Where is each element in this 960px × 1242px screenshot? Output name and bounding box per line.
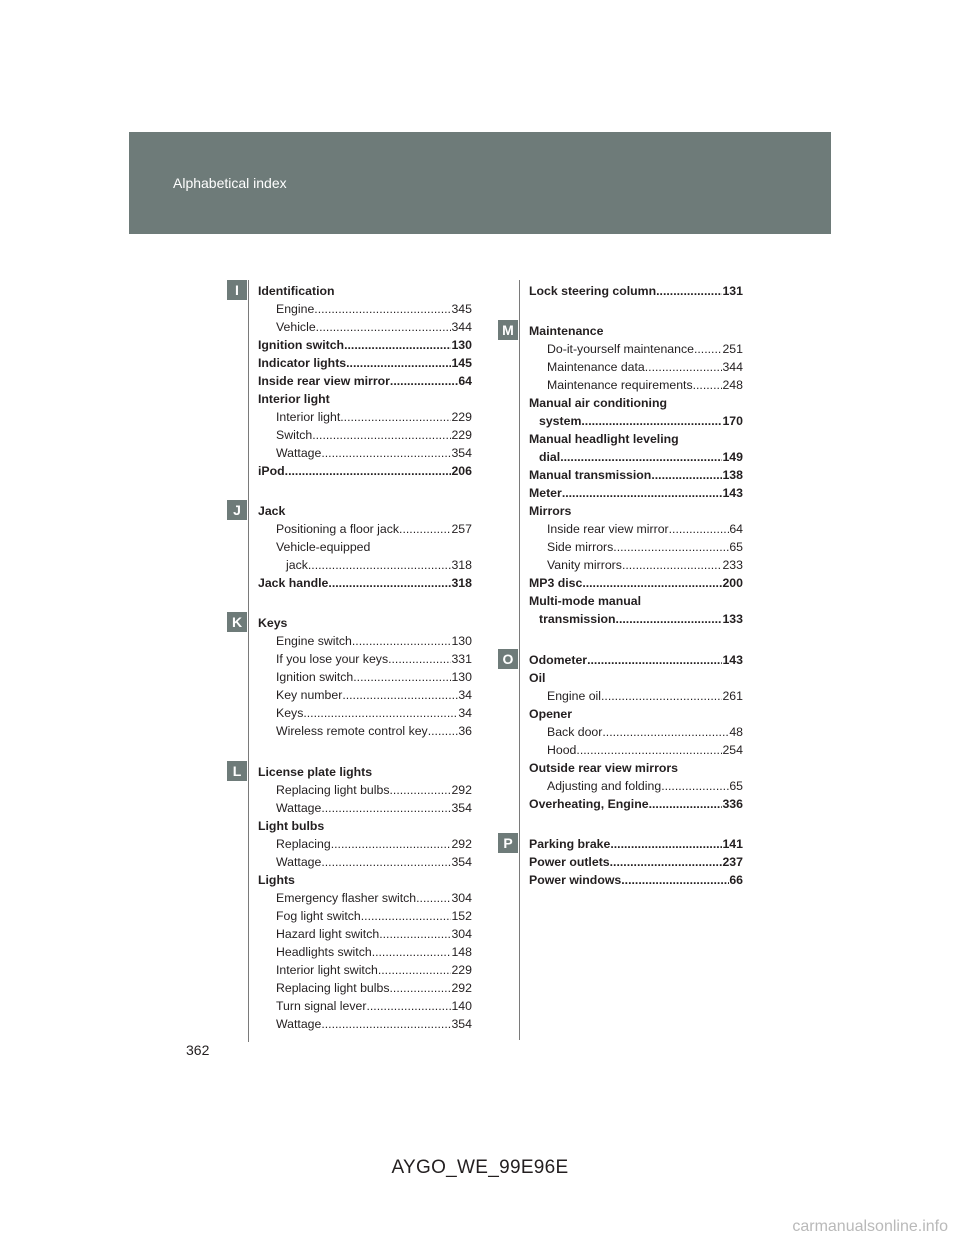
index-entry-page: 130 — [451, 338, 472, 352]
dot-leader — [399, 522, 451, 536]
index-entry-label: Do-it-yourself maintenance — [547, 342, 694, 356]
index-entry — [529, 649, 743, 667]
index-entry-page: 152 — [451, 909, 472, 923]
index-entry-label: jack — [286, 558, 308, 572]
dot-leader — [661, 779, 729, 793]
dot-leader — [645, 360, 723, 374]
index-entry-label: Multi-mode manual — [529, 594, 642, 608]
index-entry-label: Wattage — [276, 855, 322, 869]
index-entry-label: Light bulbs — [258, 819, 325, 833]
dot-leader — [622, 558, 723, 572]
letter-badge-k: K — [227, 612, 247, 632]
index-entry-label: Wattage — [276, 446, 322, 460]
index-entry-label: Ignition switch — [276, 670, 354, 684]
dot-leader — [312, 428, 451, 442]
index-entry — [258, 370, 472, 388]
index-entry-page: 64 — [729, 522, 743, 536]
index-entry — [258, 1013, 472, 1031]
index-entry — [258, 298, 472, 316]
index-entry — [529, 608, 743, 626]
dot-leader — [669, 522, 730, 536]
index-entry — [529, 518, 743, 536]
dot-leader — [331, 837, 452, 851]
index-entry-page: 133 — [722, 612, 743, 626]
index-group-o — [529, 649, 743, 811]
index-entry-page: 145 — [451, 356, 472, 370]
index-entry-label: MP3 disc — [529, 576, 583, 590]
index-entry-label: system — [539, 414, 582, 428]
index-entry-page: 233 — [722, 558, 743, 572]
index-entry-label: Manual transmission — [529, 468, 652, 482]
index-entry-label: Inside rear view mirror — [258, 374, 390, 388]
index-entry — [258, 648, 472, 666]
index-entry — [529, 356, 743, 374]
index-entry-label: Jack handle — [258, 576, 329, 590]
index-entry-label: Manual headlight leveling — [529, 432, 679, 446]
index-entry — [258, 554, 472, 572]
index-entry-label: Maintenance requirements — [547, 378, 693, 392]
index-entry — [529, 428, 743, 446]
dot-leader — [342, 688, 458, 702]
index-entry — [529, 869, 743, 887]
dot-leader — [344, 338, 451, 352]
dot-leader — [616, 612, 723, 626]
dot-leader — [587, 653, 722, 667]
index-entry-label: Indicator lights — [258, 356, 347, 370]
index-entry — [258, 536, 472, 554]
index-entry — [529, 775, 743, 793]
index-entry-label: Engine — [276, 302, 315, 316]
index-entry-label: Interior light — [258, 392, 330, 406]
dot-leader — [372, 945, 452, 959]
dot-leader — [601, 689, 722, 703]
index-entry — [258, 797, 472, 815]
index-entry-page: 149 — [722, 450, 743, 464]
index-entry — [258, 851, 472, 869]
index-entry-page: 170 — [722, 414, 743, 428]
index-entry-label: Key number — [276, 688, 343, 702]
index-entry-label: Engine switch — [276, 634, 352, 648]
index-entry-label: Overheating, Engine — [529, 797, 649, 811]
index-entry — [258, 684, 472, 702]
index-entry-page: 344 — [451, 320, 472, 334]
index-entry-page: 148 — [451, 945, 472, 959]
index-entry-page: 292 — [451, 837, 472, 851]
index-column-right — [502, 280, 792, 1040]
index-entry-page: 237 — [722, 855, 743, 869]
page-header — [129, 132, 831, 234]
index-entry-label: Headlights switch — [276, 945, 372, 959]
index-entry — [258, 702, 472, 720]
index-entry-label: Switch — [276, 428, 313, 442]
index-entry — [258, 666, 472, 684]
dot-leader — [340, 410, 451, 424]
index-entry-page: 34 — [458, 688, 472, 702]
index-entry-page: 229 — [451, 963, 472, 977]
index-entry-label: Identification — [258, 284, 335, 298]
index-entry-page: 344 — [722, 360, 743, 374]
document-code: AYGO_WE_99E96E — [391, 1157, 569, 1178]
dot-leader — [562, 486, 723, 500]
index-entry — [258, 779, 472, 797]
dot-leader — [656, 284, 722, 298]
index-entry — [529, 851, 743, 869]
index-entry-page: 331 — [451, 652, 472, 666]
index-entry-page: 65 — [729, 540, 743, 554]
dot-leader — [316, 320, 452, 334]
index-entry-label: Back door — [547, 725, 603, 739]
index-entry — [529, 721, 743, 739]
index-entry — [258, 280, 472, 298]
index-group-m — [529, 320, 743, 626]
index-entry — [258, 720, 472, 738]
index-entry — [529, 685, 743, 703]
dot-leader — [389, 981, 451, 995]
index-entry-label: Power windows — [529, 873, 622, 887]
index-entry-page: 131 — [722, 284, 743, 298]
dot-leader — [582, 576, 722, 590]
index-entry — [529, 482, 743, 500]
index-entry — [529, 374, 743, 392]
page-number: 362 — [186, 1042, 210, 1058]
index-entry-label: Maintenance — [529, 324, 604, 338]
index-entry-page: 354 — [451, 801, 472, 815]
dot-leader — [621, 873, 729, 887]
index-entry-label: iPod — [258, 464, 285, 478]
index-group-l-continued — [529, 280, 743, 298]
dot-leader — [314, 302, 451, 316]
dot-leader — [428, 724, 459, 738]
index-entry — [529, 410, 743, 428]
index-entry — [529, 572, 743, 590]
dot-leader — [328, 576, 451, 590]
letter-badge-p: P — [498, 833, 518, 853]
index-entry-page: 36 — [458, 724, 472, 738]
index-entry-page: 143 — [722, 653, 743, 667]
index-entry-page: 64 — [458, 374, 472, 388]
index-group-l — [258, 761, 472, 1031]
index-entry-label: Replacing light bulbs — [276, 783, 390, 797]
index-group-p — [529, 833, 743, 887]
index-entry — [529, 338, 743, 356]
index-entry-label: Parking brake — [529, 837, 611, 851]
index-entry — [258, 923, 472, 941]
index-entry — [258, 869, 472, 887]
index-entry-page: 254 — [722, 743, 743, 757]
dot-leader — [416, 891, 451, 905]
index-entry-page: 229 — [451, 428, 472, 442]
header-title: Alphabetical index — [173, 175, 287, 191]
index-entry — [258, 442, 472, 460]
dot-leader — [353, 670, 451, 684]
letter-badge-l: L — [227, 761, 247, 781]
dot-leader — [693, 378, 723, 392]
index-entry-page: 130 — [451, 634, 472, 648]
index-entry-label: Replacing — [276, 837, 331, 851]
index-entry — [258, 905, 472, 923]
index-entry-page: 130 — [451, 670, 472, 684]
index-entry-page: 318 — [451, 576, 472, 590]
index-entry-label: Side mirrors — [547, 540, 614, 554]
dot-leader — [378, 963, 452, 977]
dot-leader — [308, 558, 452, 572]
index-entry-page: 206 — [451, 464, 472, 478]
index-entry-label: Turn signal lever — [276, 999, 367, 1013]
index-entry — [529, 667, 743, 685]
index-entry — [258, 995, 472, 1013]
index-entry-page: 292 — [451, 783, 472, 797]
index-entry-page: 140 — [451, 999, 472, 1013]
dot-leader — [321, 446, 451, 460]
index-entry-page: 354 — [451, 446, 472, 460]
dot-leader — [379, 927, 451, 941]
index-entry — [258, 630, 472, 648]
index-entry-label: Inside rear view mirror — [547, 522, 669, 536]
index-entry — [258, 388, 472, 406]
index-group-i — [258, 280, 472, 478]
index-entry-label: Fog light switch — [276, 909, 361, 923]
letter-badge-i: I — [227, 280, 247, 300]
dot-leader — [581, 414, 722, 428]
index-entry — [529, 392, 743, 410]
index-entry-label: Oil — [529, 671, 546, 685]
index-entry-label: Engine oil — [547, 689, 602, 703]
index-entry-label: Replacing light bulbs — [276, 981, 390, 995]
index-entry — [258, 815, 472, 833]
dot-leader — [321, 855, 451, 869]
index-entry — [529, 793, 743, 811]
index-entry-label: dial — [539, 450, 561, 464]
dot-leader — [361, 909, 452, 923]
index-entry-page: 66 — [729, 873, 743, 887]
index-entry-label: Odometer — [529, 653, 588, 667]
dot-leader — [321, 1017, 451, 1031]
dot-leader — [321, 801, 451, 815]
index-entry-page: 304 — [451, 891, 472, 905]
letter-badge-m: M — [498, 320, 518, 340]
dot-leader — [651, 468, 722, 482]
index-entry-label: Outside rear view mirrors — [529, 761, 678, 775]
index-entry-label: Jack — [258, 504, 286, 518]
index-entry-label: Vanity mirrors — [547, 558, 622, 572]
index-entry-page: 143 — [722, 486, 743, 500]
watermark-text: carmanualsonline.info — [792, 1218, 948, 1235]
dot-leader — [560, 450, 722, 464]
index-entry — [258, 941, 472, 959]
index-entry-label: License plate lights — [258, 765, 373, 779]
dot-leader — [366, 999, 451, 1013]
index-entry-page: 138 — [722, 468, 743, 482]
index-entry-page: 34 — [458, 706, 472, 720]
index-entry-label: Keys — [258, 616, 288, 630]
index-entry-label: Mirrors — [529, 504, 572, 518]
index-entry-page: 354 — [451, 855, 472, 869]
index-entry — [258, 334, 472, 352]
index-entry-label: Emergency flasher switch — [276, 891, 417, 905]
index-entry-page: 345 — [451, 302, 472, 316]
index-entry — [529, 500, 743, 518]
index-entry — [258, 612, 472, 630]
letter-badge-j: J — [227, 500, 247, 520]
index-entry-page: 229 — [451, 410, 472, 424]
index-entry — [258, 406, 472, 424]
dot-leader — [390, 374, 458, 388]
index-entry-label: transmission — [539, 612, 616, 626]
index-column-left — [231, 280, 521, 1042]
index-entry-label: Lights — [258, 873, 295, 887]
dot-leader — [602, 725, 729, 739]
index-entry-page: 261 — [722, 689, 743, 703]
index-entry — [258, 761, 472, 779]
index-entry — [258, 352, 472, 370]
dot-leader — [285, 464, 452, 478]
dot-leader — [346, 356, 451, 370]
index-entry — [529, 554, 743, 572]
index-entry — [258, 887, 472, 905]
index-entry-page: 354 — [451, 1017, 472, 1031]
dot-leader — [389, 783, 451, 797]
index-entry-label: Manual air conditioning — [529, 396, 667, 410]
index-entry — [529, 590, 743, 608]
index-entry-label: Positioning a floor jack — [276, 522, 400, 536]
dot-leader — [352, 634, 452, 648]
dot-leader — [610, 855, 723, 869]
index-entry-label: Wattage — [276, 1017, 322, 1031]
index-entry-label: Vehicle — [276, 320, 316, 334]
dot-leader — [388, 652, 451, 666]
index-entry — [529, 757, 743, 775]
dot-leader — [576, 743, 722, 757]
dot-leader — [613, 540, 729, 554]
index-entry-label: Opener — [529, 707, 573, 721]
index-entry-label: Ignition switch — [258, 338, 345, 352]
index-entry — [529, 703, 743, 721]
index-entry — [258, 460, 472, 478]
index-entry-page: 65 — [729, 779, 743, 793]
index-entry-label: Interior light switch — [276, 963, 378, 977]
dot-leader — [610, 837, 722, 851]
dot-leader — [303, 706, 458, 720]
index-entry — [529, 833, 743, 851]
index-entry — [529, 280, 743, 298]
index-entry-label: Keys — [276, 706, 304, 720]
index-entry-page: 336 — [722, 797, 743, 811]
index-entry — [258, 833, 472, 851]
index-entry-page: 248 — [722, 378, 743, 392]
index-entry-page: 304 — [451, 927, 472, 941]
index-entry-label: Wattage — [276, 801, 322, 815]
index-entry — [258, 424, 472, 442]
index-entry — [258, 500, 472, 518]
index-entry — [258, 316, 472, 334]
index-entry-label: Hood — [547, 743, 577, 757]
dot-leader — [694, 342, 723, 356]
index-entry-page: 48 — [729, 725, 743, 739]
index-entry-page: 257 — [451, 522, 472, 536]
index-entry-page: 318 — [451, 558, 472, 572]
index-entry — [258, 572, 472, 590]
index-entry-label: Power outlets — [529, 855, 610, 869]
letter-badge-o: O — [498, 649, 518, 669]
index-entry — [258, 518, 472, 536]
index-entry-label: Meter — [529, 486, 562, 500]
index-entry — [529, 536, 743, 554]
index-entry-label: Interior light — [276, 410, 341, 424]
index-entry-label: Maintenance data — [547, 360, 645, 374]
index-entry-page: 200 — [722, 576, 743, 590]
index-group-k — [258, 612, 472, 738]
index-entry-page: 141 — [722, 837, 743, 851]
index-entry — [529, 446, 743, 464]
index-entry — [529, 464, 743, 482]
index-entry-label: Lock steering column — [529, 284, 657, 298]
index-entry-page: 251 — [722, 342, 743, 356]
index-entry-label: If you lose your keys — [276, 652, 389, 666]
index-entry-page: 292 — [451, 981, 472, 995]
index-entry — [529, 320, 743, 338]
index-entry-label: Hazard light switch — [276, 927, 380, 941]
index-entry-label: Vehicle-equipped — [276, 540, 371, 554]
index-entry-label: Adjusting and folding — [547, 779, 662, 793]
index-entry — [258, 959, 472, 977]
dot-leader — [649, 797, 723, 811]
index-group-j — [258, 500, 472, 590]
index-entry — [258, 977, 472, 995]
index-entry-label: Wireless remote control key — [276, 724, 428, 738]
index-entry — [529, 739, 743, 757]
